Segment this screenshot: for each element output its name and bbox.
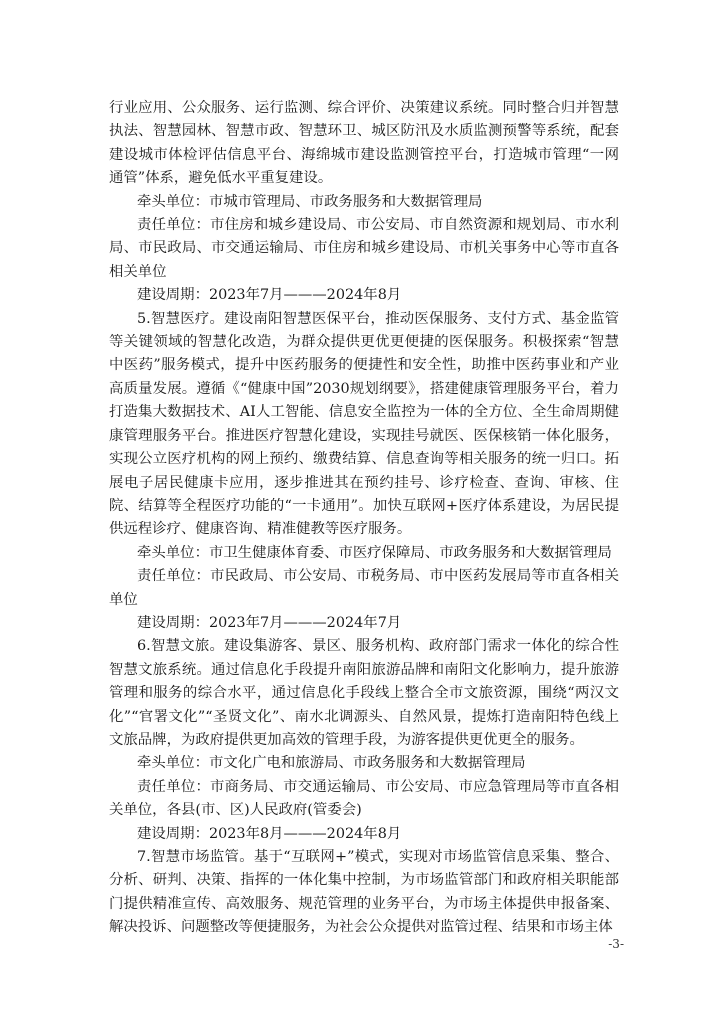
lead-unit-line: 牵头单位：市城市管理局、市政务服务和大数据管理局 [137, 193, 483, 210]
paragraph-intro-continued: 行业应用、公众服务、运行监测、综合评价、决策建议系统。同时整合归并智慧执法、智慧园林、智慧市政、智慧环卫、城区防汛及水质监测预警等系统，配套建设城市体检评估信息平台、海绵城市建设监测管控平台，打造城市管理“一网通管”体系，避免低水平重复建设。 [109, 100, 619, 187]
construction-period-line: 建设周期：2023年8月———2024年8月 [137, 825, 402, 842]
construction-period-line: 建设周期：2023年7月———2024年7月 [137, 614, 402, 631]
construction-period-line: 建设周期：2023年7月———2024年8月 [137, 287, 402, 304]
responsible-unit-line: 责任单位：市住房和城乡建设局、市公安局、市自然资源和规划局、市水利局、市民政局、市交通运输局、市住房和城乡建设局、市机关事务中心等市直各相关单位 [109, 217, 619, 280]
lead-unit-line: 牵头单位：市文化广电和旅游局、市政务服务和大数据管理局 [137, 755, 526, 772]
paragraph-smart-medical: 5.智慧医疗。建设南阳智慧医保平台，推动医保服务、支付方式、基金监管等关键领域的智慧化改造，为群众提供更优更便捷的医保服务。积极探索“智慧中医药”服务模式，提升中医药服务的便捷性和安全性，助推中医药事业和产业高质量发展。遵循《“健康中国”2030规划纲要》，搭建健康管理服务平台，着力打造集大数据技术、AI人工智能、信息安全监控为一体的全方位、全生命周期健康管理服务平台。推进医疗智慧化建设，实现挂号就医、医保核销一体化服务，实现公立医疗机构的网上预约、缴费结算、信息查询等相关服务的统一归口。拓展电子居民健康卡应用，逐步推进其在预约挂号、诊疗检查、查询、审核、住院、结算等全程医疗功能的“一卡通用”。加快互联网+医疗体系建设，为居民提供远程诊疗、健康咨询、精准健教等医疗服务。 [109, 310, 619, 538]
paragraph-smart-market-supervision: 7.智慧市场监管。基于“互联网+”模式，实现对市场监管信息采集、整合、分析、研判、决策、指挥的一体化集中控制，为市场监管部门和政府相关职能部门提供精准宣传、高效服务、规范管理的业务平台，为市场主体提供申报备案、解决投诉、问题整改等便捷服务，为社会公众提供对监管过程、结果和市场主体 [109, 849, 619, 936]
lead-unit-line: 牵头单位：市卫生健康体育委、市医疗保障局、市政务服务和大数据管理局 [137, 544, 612, 561]
responsible-unit-line: 责任单位：市民政局、市公安局、市税务局、市中医药发展局等市直各相关单位 [109, 568, 619, 608]
page-number: -3- [608, 937, 624, 951]
responsible-unit-line: 责任单位：市商务局、市交通运输局、市公安局、市应急管理局等市直各相关单位，各县(市、区)人民政府(管委会) [109, 778, 619, 819]
paragraph-smart-tourism: 6.智慧文旅。建设集游客、景区、服务机构、政府部门需求一体化的综合性智慧文旅系统。通过信息化手段提升南阳旅游品牌和南阳文化影响力，提升旅游管理和服务的综合水平，通过信息化手段线上整合全市文旅资源，围绕“两汉文化”“官署文化”“圣贤文化”、南水北调源头、自然风景，提炼打造南阳特色线上文旅品牌，为政府提供更加高效的管理手段，为游客提供更优更全的服务。 [109, 638, 619, 748]
document-body [109, 97, 619, 940]
